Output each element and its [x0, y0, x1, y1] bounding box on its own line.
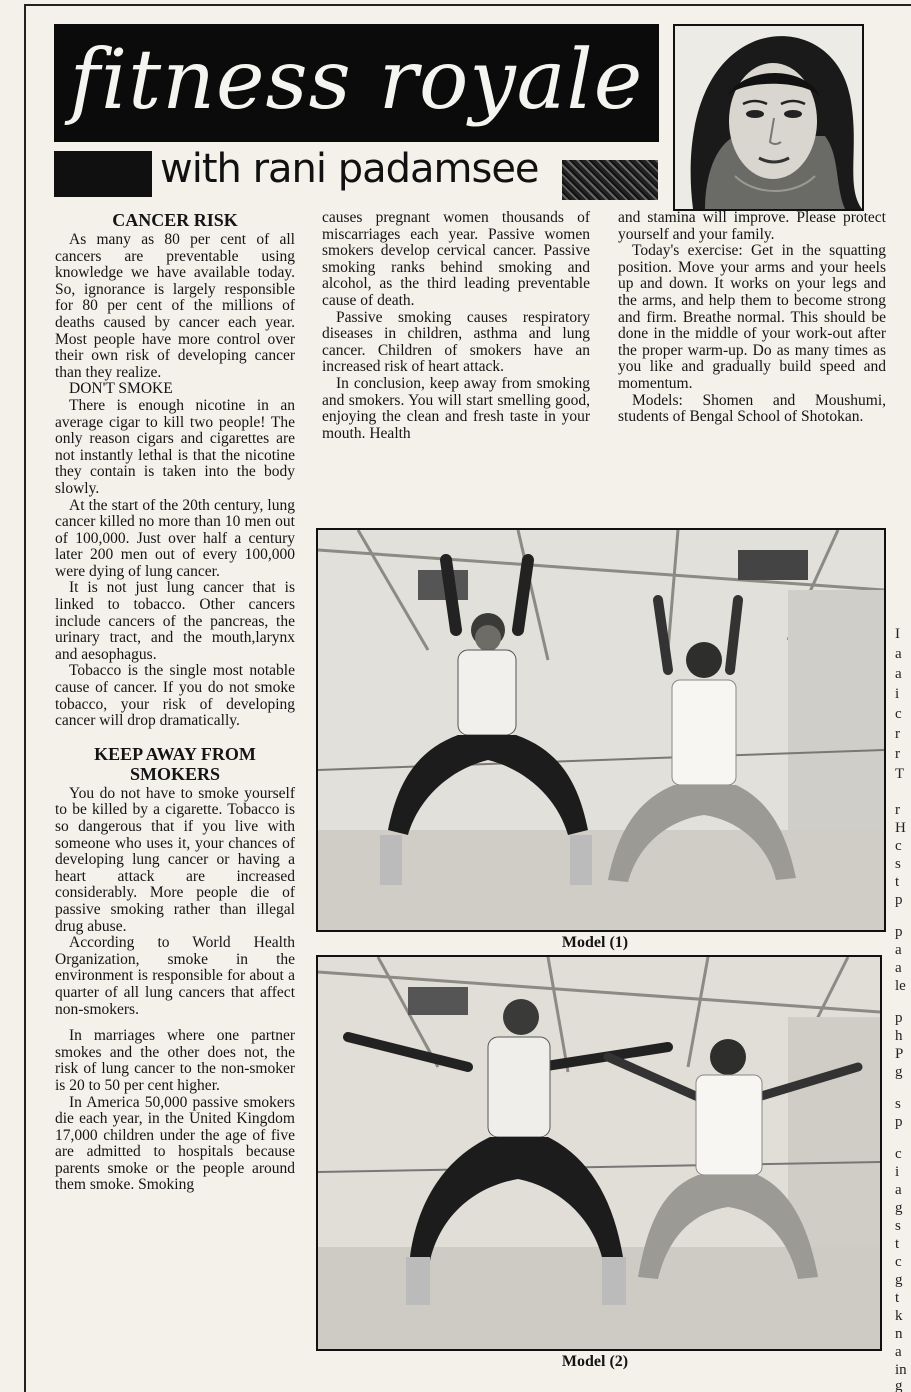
fragment-letter: t — [895, 874, 900, 890]
fragment-letter: r — [895, 726, 900, 742]
byline-decor-right — [562, 160, 658, 200]
paragraph: causes pregnant women thousands of miscarriages each year. Passive women smokers develop cervical cancer. Passive smoking ranks behind smoking and alcohol, as the third leading preventable cause of death. — [322, 209, 590, 309]
fragment-letter: p — [895, 1114, 903, 1130]
photo-caption-1: Model (1) — [561, 934, 629, 951]
fragment-letter: c — [895, 706, 902, 722]
fragment-letter: k — [895, 1308, 903, 1324]
paragraph: You do not have to smoke yourself to be killed by a cigarette. Tobacco is so dangerous that if you live with someone who uses it, your chances of developing lung cancer or having a heart attack are increased considerably. More people die of passive smoking rather than illegal drug abuse. — [55, 784, 295, 935]
heading-cancer-risk: CANCER RISK — [112, 210, 238, 230]
fragment-letter: g — [895, 1200, 903, 1216]
fragment-letter: a — [895, 960, 902, 976]
masthead-banner — [54, 24, 659, 142]
paragraph: and stamina will improve. Please protect yourself and your family. — [618, 209, 886, 243]
fragment-letter: t — [895, 1236, 900, 1252]
paragraph: Models: Shomen and Moushumi, students of Bengal School of Shotokan. — [618, 391, 886, 426]
fragment-letter: p — [895, 892, 903, 908]
fragment-letter: p — [895, 924, 903, 940]
exercise-photo-2 — [316, 955, 882, 1351]
fragment-letter: g — [895, 1272, 903, 1288]
paragraph: Today's exercise: Get in the squatting position. Move your arms and your heels up and down. It works on your legs and the arms, and help them to become strong and firm. Breathe normal. This should be done in the middle of your work-out after the proper warm-up. Do as many times as you like and gradually build speed and momentum. — [618, 242, 886, 392]
article-column-2 — [322, 210, 590, 442]
fragment-letter: p — [895, 1010, 903, 1026]
paragraph: According to World Health Organization, smoke in the environment is responsible for about a quarter of all lung cancers that affect non-smokers. — [55, 934, 295, 1018]
photo-caption-2: Model (2) — [561, 1353, 629, 1370]
fragment-letter: a — [895, 1344, 902, 1360]
fragment-letter: H — [895, 820, 906, 836]
fragment-letter: le — [895, 978, 906, 994]
fragment-letter: g — [895, 1378, 903, 1392]
paragraph: In marriages where one partner smokes and the other does not, the risk of lung cancer to the non-smoker is 20 to 50 per cent higher. — [55, 1027, 295, 1094]
paragraph: It is not just lung cancer that is linked to tobacco. Other cancers include cancers of the pancreas, the urinary tract, and the mouth,larynx and aesophagus. — [55, 579, 295, 663]
fragment-letter: h — [895, 1028, 903, 1044]
fragment-letter: s — [895, 856, 901, 872]
fragment-letter: s — [895, 1218, 901, 1234]
left-rule — [24, 4, 26, 1392]
article-column-1 — [55, 210, 295, 1194]
fragment-letter: a — [895, 942, 902, 958]
paragraph: There is enough nicotine in an average cigar to kill two people! The only reason cigars and cigarettes are not instantly lethal is that the nicotine they contain is taken into the body slowly. — [55, 396, 295, 497]
fragment-letter: s — [895, 1096, 901, 1112]
fragment-letter: c — [895, 1146, 902, 1162]
heading-keep-away: KEEP AWAY FROM SMOKERS — [94, 743, 256, 784]
paragraph: Passive smoking causes respiratory diseases in children, asthma and lung cancer. Children of smokers have an increased risk of heart attack. — [322, 308, 590, 376]
paragraph: As many as 80 per cent of all cancers are preventable using knowledge we have available today. So, ignorance is largely responsible for 80 per cent of the millions of deaths caused by cancer each year. Most people have more control over their own risk of developing cancer than they realize. — [55, 231, 295, 381]
adjacent-column-fragment — [893, 6, 911, 1392]
fragment-letter: c — [895, 838, 902, 854]
fragment-letter: I — [895, 626, 900, 642]
fragment-letter: r — [895, 746, 900, 762]
fragment-letter: a — [895, 1182, 902, 1198]
fragment-letter: g — [895, 1064, 903, 1080]
paragraph: At the start of the 20th century, lung cancer killed no more than 10 men out of 100,000. Just over half a century later 200 men out of every 100,000 were dying of lung cancer. — [55, 496, 295, 580]
masthead-title: fitness royale — [69, 33, 644, 128]
byline: with rani padamsee — [160, 146, 539, 192]
top-rule — [24, 4, 911, 6]
author-portrait — [673, 24, 864, 211]
article-column-3 — [618, 210, 886, 426]
fragment-letter: T — [895, 766, 905, 782]
fragment-letter: n — [895, 1326, 903, 1342]
fragment-letter: i — [895, 686, 900, 702]
paragraph: In conclusion, keep away from smoking and smokers. You will start smelling good, enjoying the clean and fresh taste in your mouth. Health — [322, 374, 590, 442]
byline-decor-left — [54, 151, 152, 197]
fragment-letter: t — [895, 1290, 900, 1306]
fragment-letter: c — [895, 1254, 902, 1270]
fragment-letter: r — [895, 802, 900, 818]
fragment-letter: i — [895, 1164, 900, 1180]
fragment-letter: a — [895, 646, 902, 662]
fragment-letter: P — [895, 1046, 904, 1062]
fragment-letter: in — [895, 1362, 907, 1378]
fragment-letter: a — [895, 666, 902, 682]
paragraph: In America 50,000 passive smokers die each year, in the United Kingdom 17,000 children under the age of five are admitted to hospitals because parents smoke or the people around them smoke. Smoking — [55, 1093, 295, 1194]
subheading-dont-smoke: DON'T SMOKE — [69, 380, 173, 398]
exercise-photo-1 — [316, 528, 886, 932]
paragraph: Tobacco is the single most notable cause of cancer. If you do not smoke tobacco, your risk of developing cancer will drop dramatically. — [55, 662, 295, 730]
